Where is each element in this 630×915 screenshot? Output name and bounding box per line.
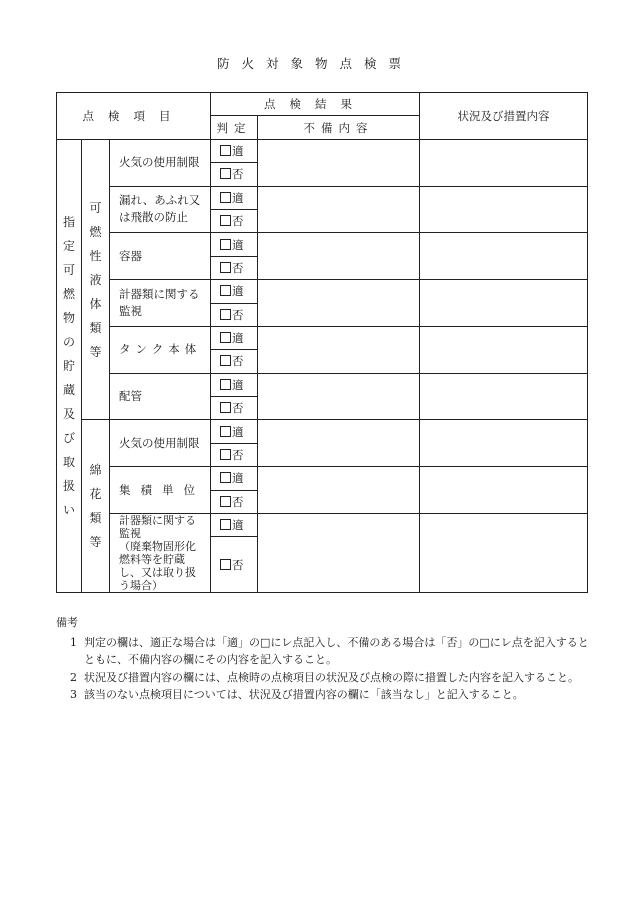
checkbox-icon[interactable] [220,519,231,530]
checkbox-icon[interactable] [220,309,231,320]
checkbox-icon[interactable] [220,239,231,250]
status-cell[interactable] [420,373,588,420]
notes-heading: 備考 [56,616,78,629]
status-cell[interactable] [420,467,588,514]
notes-section [56,614,596,704]
checkbox-icon[interactable] [220,262,231,273]
header-deficiency: 不備内容 [258,116,420,139]
note-item: 1 判定の欄は、適正な場合は「適」の□にレ点記入し、不備のある場合は「否」の□にレ点を記入するとともに、不備内容の欄にその内容を記入すること。 [70,635,589,666]
judgment-ok[interactable]: 適 [211,233,258,256]
deficiency-cell[interactable] [258,139,420,186]
judgment-ng[interactable]: 否 [211,537,258,593]
checkbox-icon[interactable] [220,285,231,296]
checkbox-icon[interactable] [220,559,231,570]
deficiency-cell[interactable] [258,326,420,373]
checkbox-icon[interactable] [220,192,231,203]
deficiency-cell[interactable] [258,514,420,593]
judgment-ok[interactable]: 適 [211,467,258,490]
deficiency-cell[interactable] [258,467,420,514]
status-cell[interactable] [420,139,588,186]
judgment-ok[interactable]: 適 [211,139,258,162]
item-piping: 配管 [110,373,211,420]
judgment-ng[interactable]: 否 [211,163,258,186]
checkbox-icon[interactable] [220,426,231,437]
item-container: 容器 [110,233,211,280]
deficiency-cell[interactable] [258,373,420,420]
inspection-table [56,92,588,593]
judgment-ok[interactable]: 適 [211,514,258,537]
judgment-ng[interactable]: 否 [211,303,258,326]
item-meters: 計器類に関する監視 [110,280,211,327]
category-cell [57,139,82,592]
item-fire-use-cotton: 火気の使用制限 [110,420,211,467]
judgment-ok[interactable]: 適 [211,326,258,349]
status-cell[interactable] [420,280,588,327]
header-judgment: 判定 [211,116,258,139]
checkbox-icon[interactable] [220,379,231,390]
group-label: 可 燃 性 液 体 類 等 [89,200,102,359]
status-cell[interactable] [420,326,588,373]
checkbox-icon[interactable] [220,449,231,460]
item-tank: タンク本体 [110,326,211,373]
status-cell[interactable] [420,233,588,280]
checkbox-icon[interactable] [220,402,231,413]
note-item: 3 該当のない点検項目については、状況及び措置内容の欄に「該当なし」と記入すること。 [70,688,524,701]
status-cell[interactable] [420,186,588,233]
item-meters-cotton: 計器類に関する監視 （廃棄物固形化燃料等を貯蔵し、又は取り扱う場合） [110,514,211,593]
judgment-ng[interactable]: 否 [211,256,258,279]
judgment-ok[interactable]: 適 [211,280,258,303]
header-inspection-results: 点検結果 [211,93,420,116]
deficiency-cell[interactable] [258,280,420,327]
checkbox-icon[interactable] [220,215,231,226]
item-accumulation: 集積単位 [110,467,211,514]
checkbox-icon[interactable] [220,355,231,366]
deficiency-cell[interactable] [258,186,420,233]
status-cell[interactable] [420,514,588,593]
group-flammable-liquids [82,139,110,420]
category-label: 指 定 可 燃 物 の 貯 蔵 及 び 取 扱 い [62,214,75,517]
checkbox-icon[interactable] [220,168,231,179]
group-label: 綿 花 類 等 [89,463,102,550]
item-fire-use: 火気の使用制限 [110,139,211,186]
judgment-ng[interactable]: 否 [211,490,258,513]
checkbox-icon[interactable] [220,145,231,156]
note-item: 2 状況及び措置内容の欄には、点検時の点検項目の状況及び点検の際に措置した内容を記入すること。 [70,670,579,684]
judgment-ng[interactable]: 否 [211,397,258,420]
header-status-measures: 状況及び措置内容 [420,93,588,140]
deficiency-cell[interactable] [258,233,420,280]
judgment-ok[interactable]: 適 [211,373,258,396]
item-leak-prevention: 漏れ、あふれ又は飛散の防止 [110,186,211,233]
judgment-ng[interactable]: 否 [211,350,258,373]
judgment-ok[interactable]: 適 [211,186,258,209]
group-cotton [82,420,110,593]
deficiency-cell[interactable] [258,420,420,467]
page-title: 防火対象物点検票 [216,56,413,71]
status-cell[interactable] [420,420,588,467]
judgment-ng[interactable]: 否 [211,443,258,466]
checkbox-icon[interactable] [220,332,231,343]
checkbox-icon[interactable] [220,496,231,507]
checkbox-icon[interactable] [220,472,231,483]
judgment-ng[interactable]: 否 [211,209,258,232]
judgment-ok[interactable]: 適 [211,420,258,443]
header-inspection-items: 点検項目 [57,93,211,140]
